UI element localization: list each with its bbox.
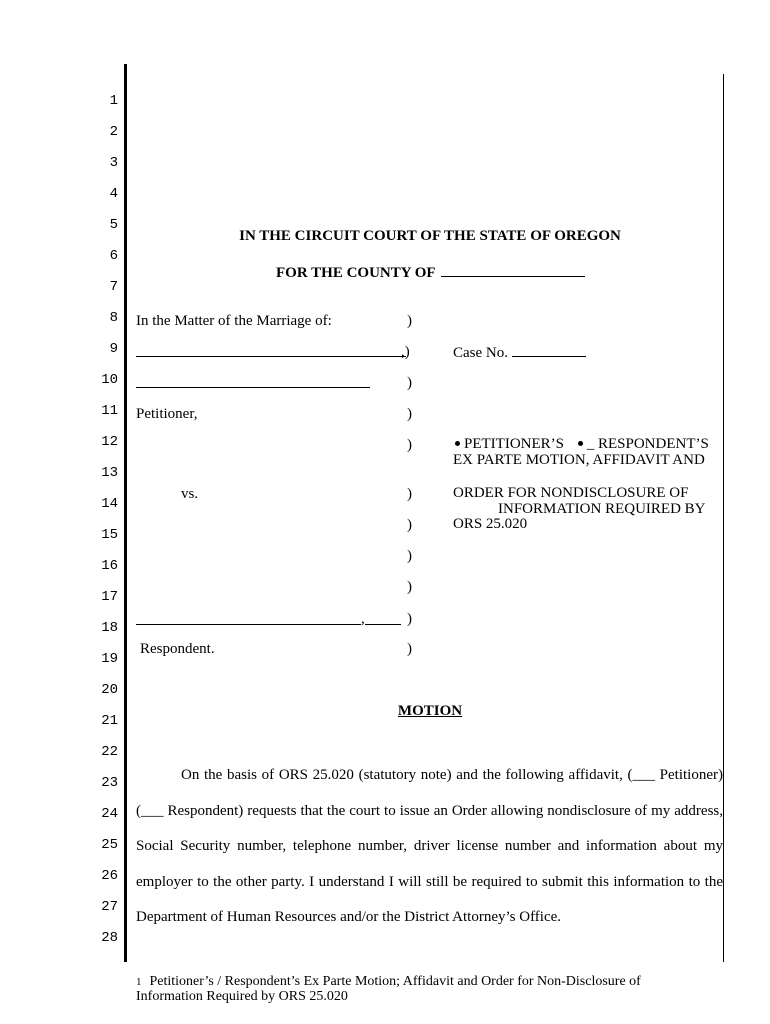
- caption-paren: ): [407, 611, 412, 627]
- line-number: 12: [101, 434, 118, 450]
- footer-page-number: 1: [136, 976, 142, 988]
- line-number: 5: [109, 217, 118, 233]
- caption-paren: ): [407, 517, 412, 533]
- line-number: 25: [101, 837, 118, 853]
- caption-paren: ,): [401, 344, 410, 360]
- line-number: 1: [109, 93, 118, 109]
- line-number: 8: [109, 310, 118, 326]
- footer-line-1: [136, 974, 641, 990]
- line-number: 6: [109, 248, 118, 264]
- county-line: [276, 264, 585, 282]
- respondent-label: Respondent.: [140, 641, 215, 657]
- footer-line-2: Information Required by ORS 25.020: [136, 989, 348, 1004]
- motion-heading: MOTION: [397, 703, 463, 719]
- right-margin-rule: [723, 74, 724, 962]
- respondent-comma: ,: [361, 611, 365, 627]
- respondent-checkbox-bullet[interactable]: [578, 441, 583, 446]
- caption-paren: ): [407, 375, 412, 391]
- court-title: IN THE CIRCUIT COURT OF THE STATE OF OREGON: [239, 228, 621, 244]
- line-number: 23: [101, 775, 118, 791]
- doc-title-respondents: _ RESPONDENT’S: [586, 436, 709, 452]
- doc-title-line-2: EX PARTE MOTION, AFFIDAVIT AND: [453, 452, 705, 468]
- petitioner-checkbox-bullet[interactable]: [455, 441, 460, 446]
- motion-line-2: (___ Respondent) requests that the court to issue an Order allowing nondisclosure of my address,: [136, 803, 723, 819]
- case-number-label: Case No.: [453, 345, 508, 361]
- line-number: 7: [109, 279, 118, 295]
- line-number: 22: [101, 744, 118, 760]
- petitioner-name-blank-1[interactable]: [136, 344, 406, 357]
- line-number: 20: [101, 682, 118, 698]
- line-number: 21: [101, 713, 118, 729]
- caption-paren: ): [407, 641, 412, 657]
- caption-paren: ): [407, 486, 412, 502]
- caption-paren: ): [407, 579, 412, 595]
- line-number: 10: [101, 372, 118, 388]
- doc-title-line-4: INFORMATION REQUIRED BY: [498, 501, 706, 517]
- line-number: 13: [101, 465, 118, 481]
- doc-title-line-3: ORDER FOR NONDISCLOSURE OF: [453, 485, 689, 501]
- petitioner-name-blank-2[interactable]: [136, 375, 370, 388]
- line-number: 4: [109, 186, 118, 202]
- motion-line-1: On the basis of ORS 25.020 (statutory note) and the following affidavit, (___ Petitioner): [181, 767, 723, 783]
- line-number: 16: [101, 558, 118, 574]
- left-margin-rule: [124, 64, 127, 962]
- matter-label: In the Matter of the Marriage of:: [136, 313, 332, 329]
- motion-line-4: employer to the other party. I understand I will still be required to submit this information to the: [136, 874, 723, 890]
- petitioner-label: Petitioner,: [136, 406, 198, 422]
- line-number: 17: [101, 589, 118, 605]
- motion-line-3: Social Security number, telephone number, driver license number and information about my: [136, 838, 723, 854]
- line-number: 9: [109, 341, 118, 357]
- respondent-name-blank[interactable]: [136, 612, 361, 625]
- caption-paren: ): [407, 437, 412, 453]
- line-number: 14: [101, 496, 118, 512]
- line-number: 2: [109, 124, 118, 140]
- line-number: 28: [101, 930, 118, 946]
- caption-paren: ): [407, 548, 412, 564]
- line-number: 18: [101, 620, 118, 636]
- line-number: 11: [101, 403, 118, 419]
- doc-title-line-5: ORS 25.020: [453, 516, 528, 532]
- case-number-line: [453, 344, 586, 362]
- footer-caption: Petitioner’s / Respondent’s Ex Parte Motion; Affidavit and Order for Non-Disclosure of: [149, 974, 641, 989]
- line-number: 3: [109, 155, 118, 171]
- caption-paren: ): [407, 406, 412, 422]
- line-number: 19: [101, 651, 118, 667]
- doc-title-petitioners: PETITIONER’S: [464, 436, 564, 452]
- line-number: 26: [101, 868, 118, 884]
- respondent-suffix-blank[interactable]: [365, 612, 401, 625]
- line-number: 27: [101, 899, 118, 915]
- county-blank[interactable]: [441, 264, 585, 277]
- doc-title-line-1: [455, 436, 709, 453]
- line-number: 24: [101, 806, 118, 822]
- motion-line-5: Department of Human Resources and/or the District Attorney’s Office.: [136, 909, 562, 925]
- versus-label: vs.: [181, 486, 199, 502]
- case-number-blank[interactable]: [512, 344, 586, 357]
- line-number: 15: [101, 527, 118, 543]
- county-label: FOR THE COUNTY OF: [276, 265, 436, 281]
- caption-paren: ): [407, 313, 412, 329]
